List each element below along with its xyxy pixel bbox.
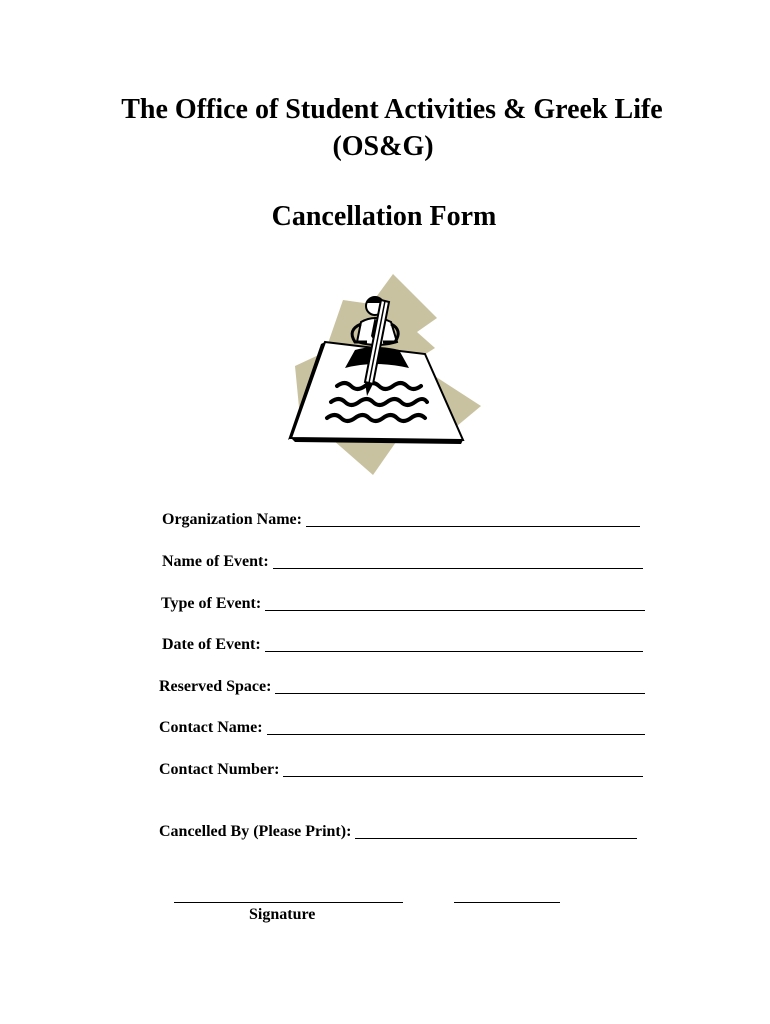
signature-label: Signature: [249, 906, 316, 923]
office-abbreviation: (OS&G): [332, 131, 434, 162]
person-writing-on-paper-icon: [285, 270, 485, 480]
contact-number-line[interactable]: [283, 762, 643, 777]
contact-number-field[interactable]: [159, 761, 643, 779]
event-date-field[interactable]: [162, 636, 643, 654]
reserved-space-label: Reserved Space:: [159, 678, 272, 695]
event-type-label: Type of Event:: [161, 595, 262, 612]
office-title: The Office of Student Activities & Greek Life: [121, 94, 663, 125]
signature-date-line[interactable]: [454, 902, 560, 903]
event-date-label: Date of Event:: [162, 636, 261, 653]
cancelled-by-field[interactable]: [159, 823, 637, 841]
contact-name-field[interactable]: [159, 719, 645, 737]
event-type-line[interactable]: [265, 596, 645, 611]
form-title: Cancellation Form: [271, 201, 497, 232]
reserved-space-line[interactable]: [275, 679, 645, 694]
contact-number-label: Contact Number:: [159, 761, 280, 778]
contact-name-label: Contact Name:: [159, 719, 263, 736]
cancelled-by-label: Cancelled By (Please Print):: [159, 823, 352, 840]
organization-name-line[interactable]: [306, 512, 640, 527]
organization-name-label: Organization Name:: [162, 511, 302, 528]
event-name-label: Name of Event:: [162, 553, 269, 570]
event-date-line[interactable]: [265, 637, 643, 652]
event-name-field[interactable]: [162, 553, 643, 571]
organization-name-field[interactable]: [162, 511, 640, 529]
contact-name-line[interactable]: [267, 720, 645, 735]
event-type-field[interactable]: [161, 595, 645, 613]
event-name-line[interactable]: [273, 554, 643, 569]
cancelled-by-line[interactable]: [355, 824, 637, 839]
signature-line[interactable]: [174, 902, 403, 903]
reserved-space-field[interactable]: [159, 678, 645, 696]
